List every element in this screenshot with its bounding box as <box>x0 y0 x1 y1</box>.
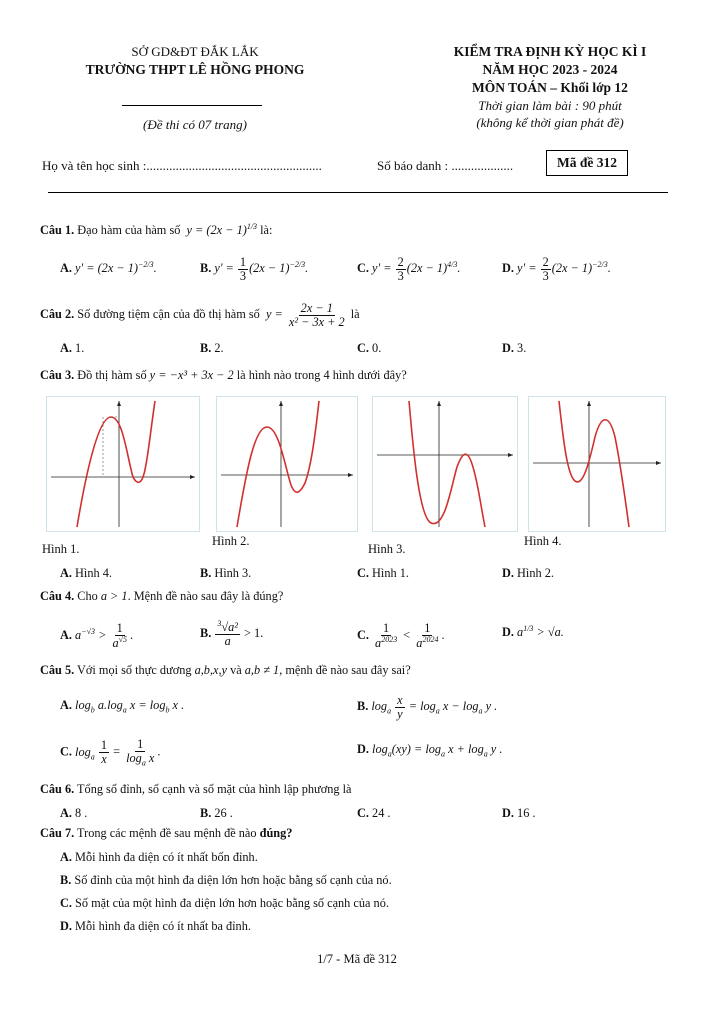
q3-option-c[interactable]: C. Hình 1. <box>357 566 409 580</box>
q4-option-c[interactable]: C. $\frac{1}{a^{2023}}$ < $\frac{1}{a^{2024}}$ . <box>357 621 445 650</box>
q6-option-a[interactable]: A. 8 . <box>60 806 88 820</box>
graph-figure-1 <box>46 396 200 532</box>
q7-option-a[interactable]: A. Mỗi hình đa diện có ít nhất bốn đỉnh. <box>60 850 258 864</box>
question-7: Câu 7. Trong các mệnh đề sau mệnh đề nào đúng? <box>40 826 293 840</box>
graph-figure-3 <box>372 396 518 532</box>
q7-option-b[interactable]: B. Số đỉnh của một hình đa diện lớn hơn hoặc bằng số cạnh của nó. <box>60 873 392 887</box>
q6-option-d[interactable]: D. 16 . <box>502 806 536 820</box>
q2-option-b[interactable]: B. 2. <box>200 341 224 355</box>
page-count-note: (Đề thi có 07 trang) <box>143 117 247 132</box>
q3-option-d[interactable]: D. Hình 2. <box>502 566 554 580</box>
q1-option-c[interactable]: C. y' = $\frac{2}{3}$ $(2x - 1)^{4/3}$. <box>357 255 461 283</box>
q1-option-d[interactable]: D. y' = $\frac{2}{3}$ $(2x - 1)^{-2/3}$. <box>502 255 611 283</box>
exam-title: KIỂM TRA ĐỊNH KỲ HỌC KÌ I <box>453 44 647 59</box>
question-6: Câu 6. Tổng số đỉnh, số cạnh và số mặt của hình lập phương là <box>40 782 352 796</box>
q3-option-b[interactable]: B. Hình 3. <box>200 566 252 580</box>
school-year: NĂM HỌC 2023 - 2024 <box>482 62 618 77</box>
q6-option-c[interactable]: C. 24 . <box>357 806 391 820</box>
page-footer: 1/7 - Mã đề 312 <box>317 952 397 966</box>
question-5: Câu 5. Với mọi số thực dương a,b,x,y và a,b ≠ 1, mệnh đề nào sau đây sai? <box>40 663 411 677</box>
q4-option-d[interactable]: D. $a^{1/3} > √a$. <box>502 624 564 640</box>
q4-option-b[interactable]: B. $\frac{^3√a^2}{a}$ > 1. <box>200 619 264 648</box>
student-id-field[interactable]: Số báo danh : ................... <box>377 158 514 173</box>
question-1: Câu 1. Đạo hàm của hàm số $y = (2x - 1)^{1/3}$ là: <box>40 222 273 238</box>
graph-2-caption: Hình 2. <box>212 534 250 548</box>
subject: MÔN TOÁN – Khối lớp 12 <box>472 80 628 95</box>
graph-3-caption: Hình 3. <box>368 542 406 556</box>
q7-option-c[interactable]: C. Số mặt của một hình đa diện lớn hơn hoặc bằng số cạnh của nó. <box>60 896 389 910</box>
header-divider <box>122 105 262 106</box>
graph-figure-2 <box>216 396 358 532</box>
student-name-field[interactable]: Họ và tên học sinh :...................................................... <box>42 158 322 173</box>
exam-code-badge: Mã đề 312 <box>546 150 628 176</box>
q2-option-d[interactable]: D. 3. <box>502 341 527 355</box>
q5-option-a[interactable]: A. $\log_b a.\log_a$ $x = \log_b x$ . <box>60 698 185 715</box>
q3-option-a[interactable]: A. Hình 4. <box>60 566 112 580</box>
question-2: Câu 2. Số đường tiệm cận của đồ thị hàm số y = $\frac{2x - 1}{\text{x² − 3x + 2}}$ là <box>40 301 360 329</box>
q2-option-a[interactable]: A. 1. <box>60 341 85 355</box>
q2-option-c[interactable]: C. 0. <box>357 341 382 355</box>
question-4: Câu 4. Cho a > 1. Mệnh đề nào sau đây là đúng? <box>40 589 284 603</box>
q5-option-c[interactable]: C. $\log_a$ $\frac{1}{x}$ = $\frac{1}{\log_a x}$ . <box>60 737 161 768</box>
graph-4-caption: Hình 4. <box>524 534 562 548</box>
graph-1-caption: Hình 1. <box>42 542 80 556</box>
q7-option-d[interactable]: D. Mỗi hình đa diện có ít nhất ba đỉnh. <box>60 919 251 933</box>
department-name: SỞ GD&ĐT ĐẮK LẮK <box>131 44 259 59</box>
graph-figure-4 <box>528 396 666 532</box>
q5-option-b[interactable]: B. $\log_a$ $\frac{x}{y}$ = $\log_a x - \log_a y$ . <box>357 693 498 721</box>
q1-option-a[interactable]: A. $y' = (2x - 1)^{-2/3}$. <box>60 260 157 276</box>
exam-time: Thời gian làm bài : 90 phút <box>478 98 622 113</box>
q6-option-b[interactable]: B. 26 . <box>200 806 233 820</box>
q4-option-a[interactable]: A. $a^{-√3}$ > $\frac{1}{a^{√5}}$ . <box>60 621 134 650</box>
student-divider <box>48 192 668 193</box>
question-3: Câu 3. Đồ thị hàm số y = −x³ + 3x − 2 là hình nào trong 4 hình dưới đây? <box>40 368 407 382</box>
q5-option-d[interactable]: D. $\log_a(xy) = \log_a x + \log_a y$ . <box>357 742 503 759</box>
school-name: TRƯỜNG THPT LÊ HỒNG PHONG <box>85 62 305 77</box>
q1-option-b[interactable]: B. y' = $\frac{1}{3}$ $(2x - 1)^{-2/3}$. <box>200 255 309 283</box>
exam-time-note: (không kể thời gian phát đề) <box>476 115 624 130</box>
